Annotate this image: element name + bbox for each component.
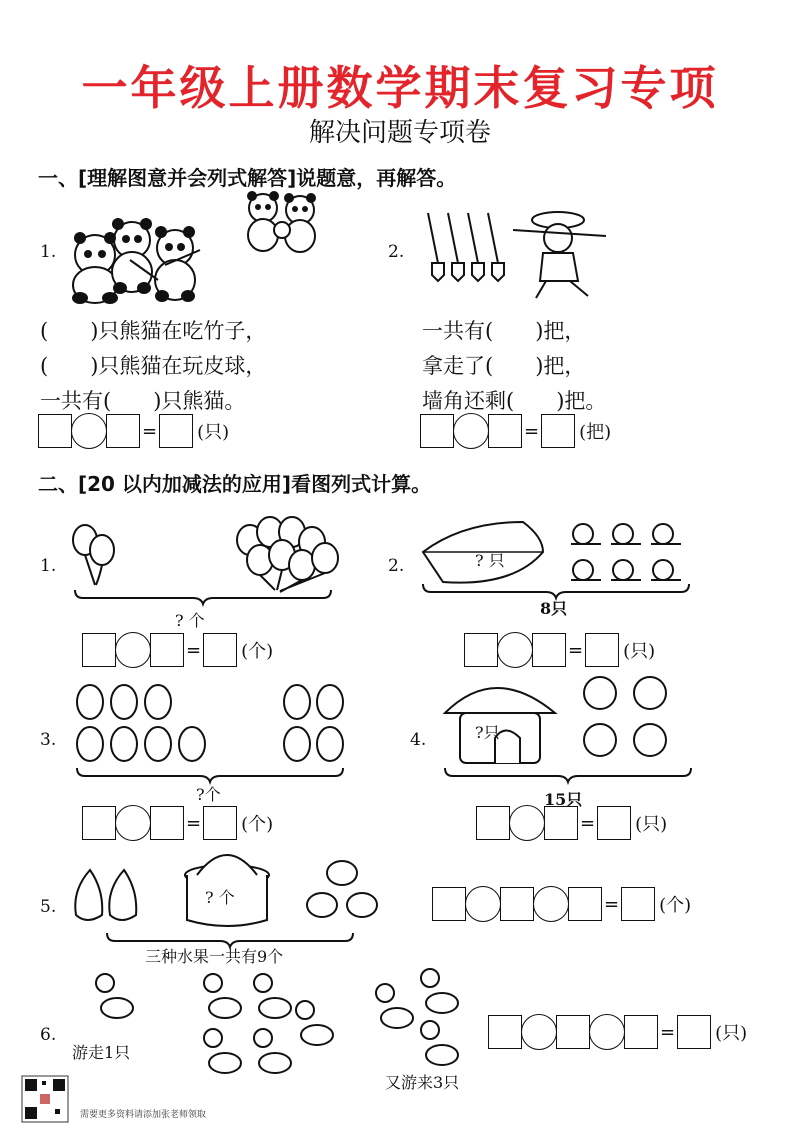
equals-sign: =	[604, 893, 620, 915]
shovels-farmer-illustration	[418, 208, 608, 303]
s2-q1-number: 1.	[40, 556, 57, 576]
balloons-illustration	[70, 510, 340, 610]
equals-sign: =	[186, 639, 202, 661]
s2-q5-inner-label: ? 个	[205, 888, 235, 907]
s2-q4-inner-label: ?只	[475, 723, 500, 742]
s2-q2-label: 8只	[540, 599, 568, 618]
pandas-bamboo-illustration	[70, 210, 210, 305]
answer-box[interactable]	[532, 633, 566, 667]
equals-sign: =	[142, 420, 158, 442]
operator-circle[interactable]	[533, 886, 569, 922]
s1-q1-line1: ( )只熊猫在吃竹子，	[40, 319, 267, 343]
answer-box[interactable]	[464, 633, 498, 667]
footer-note: 需要更多资料请添加张老师领取	[80, 1110, 207, 1120]
answer-box[interactable]	[541, 414, 575, 448]
equals-sign: =	[186, 812, 202, 834]
s2-q3-label: ?个	[196, 785, 221, 804]
unit-label: (把)	[579, 422, 612, 443]
equals-sign: =	[580, 812, 596, 834]
pandas-ball-illustration	[245, 190, 320, 255]
operator-circle[interactable]	[115, 632, 151, 668]
s2-q5-label: 三种水果一共有9个	[145, 947, 284, 966]
s2-q6-number: 6.	[40, 1025, 57, 1045]
s2-q6-left-label: 游走1只	[72, 1043, 131, 1062]
s2-q3-number: 3.	[40, 730, 57, 750]
s2-q4-number: 4.	[410, 730, 427, 750]
s1-q2-line2: 拿走了( )把，	[422, 354, 586, 378]
answer-box[interactable]	[568, 887, 602, 921]
s2-q6-right-label: 又游来3只	[385, 1073, 460, 1092]
s2-q1-answer-row	[82, 631, 273, 669]
answer-box[interactable]	[82, 806, 116, 840]
answer-box[interactable]	[150, 806, 184, 840]
section1-heading: 一、[理解图意并会列式解答]说题意，再解答。	[38, 166, 457, 190]
answer-box[interactable]	[585, 633, 619, 667]
unit-label: (只)	[197, 422, 230, 443]
s1-q2-line3: 墙角还剩( )把。	[422, 389, 607, 413]
answer-box[interactable]	[624, 1015, 658, 1049]
equals-sign: =	[524, 420, 540, 442]
unit-label: (只)	[623, 641, 656, 662]
equals-sign: =	[568, 639, 584, 661]
s1-q2-line1: 一共有( )把，	[422, 319, 586, 343]
operator-circle[interactable]	[497, 632, 533, 668]
operator-circle[interactable]	[115, 805, 151, 841]
s1-q2-answer-row	[420, 412, 611, 450]
answer-box[interactable]	[432, 887, 466, 921]
answer-box[interactable]	[476, 806, 510, 840]
operator-circle[interactable]	[509, 805, 545, 841]
operator-circle[interactable]	[521, 1014, 557, 1050]
answer-box[interactable]	[420, 414, 454, 448]
answer-box[interactable]	[203, 806, 237, 840]
s1-q1-line3: 一共有( )只熊猫。	[40, 389, 246, 413]
page-subtitle: 解决问题专项卷	[308, 118, 491, 148]
s2-q5-number: 5.	[40, 897, 57, 917]
answer-box[interactable]	[544, 806, 578, 840]
s2-q4-label: 15只	[544, 790, 583, 809]
answer-box[interactable]	[203, 633, 237, 667]
answer-box[interactable]	[38, 414, 72, 448]
qr-code-icon	[22, 1076, 68, 1122]
s2-q2-answer-row	[464, 631, 655, 669]
s2-q1-label: ? 个	[175, 611, 205, 630]
s2-q4-answer-row	[476, 804, 667, 842]
equals-sign: =	[660, 1021, 676, 1043]
unit-label: (只)	[635, 814, 668, 835]
s1-q2-number: 2.	[388, 242, 405, 262]
answer-box[interactable]	[597, 806, 631, 840]
answer-box[interactable]	[159, 414, 193, 448]
s2-q2-number: 2.	[388, 556, 405, 576]
unit-label: (只)	[715, 1023, 748, 1044]
pineapples-illustration	[72, 672, 352, 787]
unit-label: (个)	[659, 895, 692, 916]
s2-q6-answer-row	[488, 1013, 747, 1051]
operator-circle[interactable]	[589, 1014, 625, 1050]
answer-box[interactable]	[621, 887, 655, 921]
s1-q1-line2: ( )只熊猫在玩皮球，	[40, 354, 267, 378]
answer-box[interactable]	[82, 633, 116, 667]
unit-label: (个)	[241, 641, 274, 662]
unit-label: (个)	[241, 814, 274, 835]
answer-box[interactable]	[106, 414, 140, 448]
operator-circle[interactable]	[71, 413, 107, 449]
section2-heading: 二、[20 以内加减法的应用]看图列式计算。	[38, 472, 432, 496]
answer-box[interactable]	[500, 887, 534, 921]
answer-box[interactable]	[677, 1015, 711, 1049]
page-title: 一年级上册数学期末复习专项	[81, 61, 719, 115]
s2-q3-answer-row	[82, 804, 273, 842]
operator-circle[interactable]	[465, 886, 501, 922]
leaf-snails-illustration	[418, 512, 698, 597]
answer-box[interactable]	[150, 633, 184, 667]
answer-box[interactable]	[556, 1015, 590, 1049]
operator-circle[interactable]	[453, 413, 489, 449]
s2-q5-answer-row	[432, 885, 691, 923]
answer-box[interactable]	[488, 1015, 522, 1049]
s2-q2-inner-label: ? 只	[475, 551, 505, 570]
ducks-illustration	[85, 968, 465, 1078]
answer-box[interactable]	[488, 414, 522, 448]
s1-q1-number: 1.	[40, 242, 57, 262]
s1-q1-answer-row	[38, 412, 229, 450]
